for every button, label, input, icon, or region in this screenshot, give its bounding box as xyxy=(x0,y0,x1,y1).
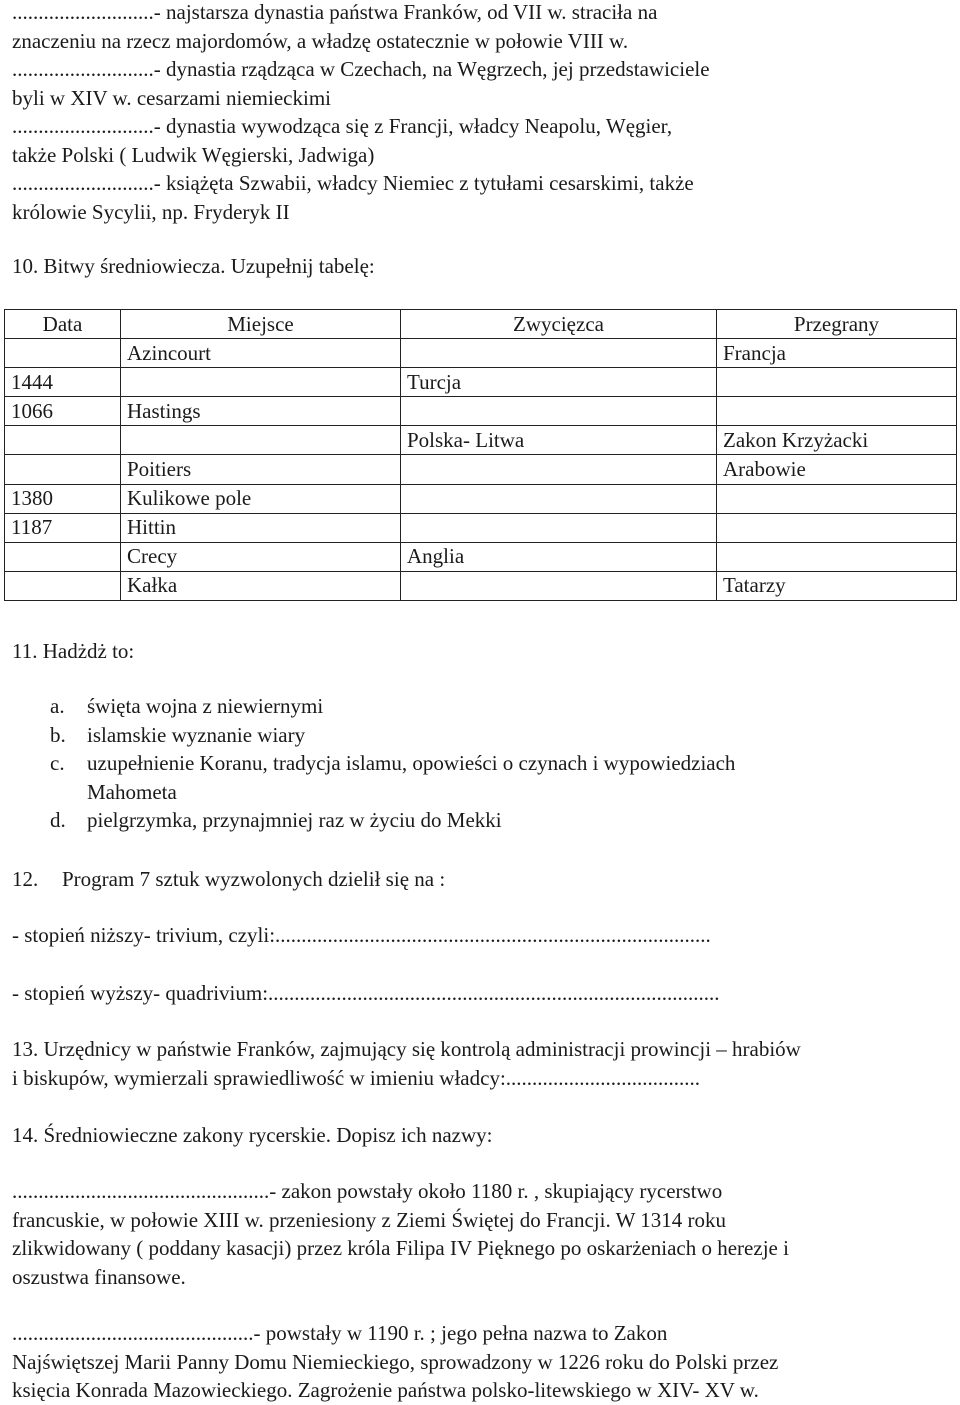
cell-loser[interactable]: Zakon Krzyżacki xyxy=(717,426,957,455)
cell-loser[interactable] xyxy=(717,397,957,426)
question-11-options xyxy=(12,692,956,835)
cell-winner[interactable]: Anglia xyxy=(401,542,717,571)
question-11-title: 11. Hadżdż to: xyxy=(12,639,135,663)
battles-table xyxy=(4,309,957,601)
table-row xyxy=(5,571,957,600)
text-line[interactable]: ..............................................- powstały w 1190 r. ; jego pełna nazwa to Zakon xyxy=(12,1321,668,1345)
cell-loser[interactable]: Tatarzy xyxy=(717,571,957,600)
answer-option-b[interactable] xyxy=(12,721,956,750)
text-line: byli w XIV w. cesarzami niemieckimi xyxy=(12,85,331,110)
header-cell-place: Miejsce xyxy=(121,310,401,339)
cell-place[interactable]: Poitiers xyxy=(121,455,401,484)
cell-winner[interactable]: Turcja xyxy=(401,368,717,397)
cell-loser[interactable] xyxy=(717,542,957,571)
cell-loser[interactable] xyxy=(717,513,957,542)
text-line: francuskie, w połowie XIII w. przeniesiony z Ziemi Świętej do Francji. W 1314 roku xyxy=(12,1207,727,1232)
cell-loser[interactable] xyxy=(717,484,957,513)
text-line: księcia Konrada Mazowieckiego. Zagrożenie państwa polsko-litewskiego w XIV- XV w. xyxy=(12,1378,759,1402)
teutonic-order-description xyxy=(12,1319,956,1405)
question-12-text: Program 7 sztuk wyzwolonych dzielił się na : xyxy=(62,867,446,891)
text-line[interactable]: .................................................- zakon powstały około 1180 r. , skupiający rycerstwo xyxy=(12,1179,723,1203)
text-line: także Polski ( Ludwik Węgierski, Jadwiga) xyxy=(12,142,375,167)
option-text: islamskie wyznanie wiary xyxy=(87,722,306,747)
quadrivium-answer-line[interactable]: - stopień wyższy- quadrivium:...................................................................................... xyxy=(12,981,720,1005)
table-row xyxy=(5,426,957,455)
dynasties-section xyxy=(12,0,956,226)
table-row xyxy=(5,513,957,542)
question-10-title: 10. Bitwy średniowiecza. Uzupełnij tabelę: xyxy=(12,254,375,278)
cell-place[interactable]: Hittin xyxy=(121,513,401,542)
text-line: znaczeniu na rzecz majordomów, a władzę ostatecznie w połowie VIII w. xyxy=(12,28,629,53)
text-line: zlikwidowany ( poddany kasacji) przez króla Filipa IV Pięknego po oskarżeniach o herezje i xyxy=(12,1236,789,1260)
cell-date[interactable]: 1066 xyxy=(5,397,121,426)
option-text: Mahometa xyxy=(87,779,177,804)
question-12 xyxy=(12,865,445,894)
cell-date[interactable] xyxy=(5,571,121,600)
cell-place[interactable] xyxy=(121,426,401,455)
answer-option-a[interactable] xyxy=(12,692,956,721)
header-cell-winner: Zwycięzca xyxy=(401,310,717,339)
option-text: pielgrzymka, przynajmniej raz w życiu do Mekki xyxy=(87,808,502,832)
cell-loser[interactable] xyxy=(717,368,957,397)
answer-option-c[interactable] xyxy=(12,749,956,806)
option-letter: b. xyxy=(50,722,66,747)
cell-place[interactable]: Hastings xyxy=(121,397,401,426)
cell-loser[interactable]: Arabowie xyxy=(717,455,957,484)
text-line: oszustwa finansowe. xyxy=(12,1264,186,1289)
table-row xyxy=(5,339,957,368)
cell-date[interactable] xyxy=(5,455,121,484)
cell-winner[interactable] xyxy=(401,397,717,426)
option-letter: a. xyxy=(50,694,65,718)
cell-place[interactable]: Crecy xyxy=(121,542,401,571)
cell-date[interactable]: 1187 xyxy=(5,513,121,542)
cell-date[interactable]: 1444 xyxy=(5,368,121,397)
cell-place[interactable]: Kałka xyxy=(121,571,401,600)
cell-place[interactable] xyxy=(121,368,401,397)
text-line: ...........................- najstarsza dynastia państwa Franków, od VII w. straciła na xyxy=(12,0,658,24)
cell-winner[interactable] xyxy=(401,484,717,513)
option-letter: d. xyxy=(50,808,66,832)
text-line: Najświętszej Marii Panny Domu Niemieckiego, sprowadzony w 1226 roku do Polski przez xyxy=(12,1349,779,1374)
option-text: święta wojna z niewiernymi xyxy=(87,694,324,718)
cell-date[interactable] xyxy=(5,339,121,368)
text-line[interactable]: i biskupów, wymierzali sprawiedliwość w imieniu władcy:..................................... xyxy=(12,1065,701,1090)
cell-date[interactable] xyxy=(5,542,121,571)
templar-order-description xyxy=(12,1177,956,1291)
cell-place[interactable]: Kulikowe pole xyxy=(121,484,401,513)
cell-winner[interactable]: Polska- Litwa xyxy=(401,426,717,455)
cell-place[interactable]: Azincourt xyxy=(121,339,401,368)
question-number: 12. xyxy=(12,867,39,891)
table-row xyxy=(5,455,957,484)
text-line: ...........................- książęta Szwabii, władcy Niemiec z tytułami cesarskimi, także xyxy=(12,171,694,195)
text-line: królowie Sycylii, np. Fryderyk II xyxy=(12,199,290,224)
option-letter: c. xyxy=(50,751,65,775)
option-text: uzupełnienie Koranu, tradycja islamu, opowieści o czynach i wypowiedziach xyxy=(87,751,736,775)
table-row xyxy=(5,484,957,513)
text-line: ...........................- dynastia rządząca w Czechach, na Węgrzech, jej przedstawiciele xyxy=(12,57,710,81)
cell-date[interactable]: 1380 xyxy=(5,484,121,513)
question-13 xyxy=(12,1035,956,1092)
cell-winner[interactable] xyxy=(401,455,717,484)
header-cell-date: Data xyxy=(5,310,121,339)
table-row xyxy=(5,542,957,571)
cell-loser[interactable]: Francja xyxy=(717,339,957,368)
question-14-title: 14. Średniowieczne zakony rycerskie. Dopisz ich nazwy: xyxy=(12,1123,493,1147)
cell-date[interactable] xyxy=(5,426,121,455)
table-header-row xyxy=(5,310,957,339)
cell-winner[interactable] xyxy=(401,513,717,542)
answer-option-d[interactable] xyxy=(12,806,956,835)
header-cell-loser: Przegrany xyxy=(717,310,957,339)
table-row xyxy=(5,397,957,426)
text-line: ...........................- dynastia wywodząca się z Francji, władcy Neapolu, Węgier, xyxy=(12,114,673,138)
cell-winner[interactable] xyxy=(401,571,717,600)
cell-winner[interactable] xyxy=(401,339,717,368)
trivium-answer-line[interactable]: - stopień niższy- trivium, czyli:................................................................................... xyxy=(12,923,711,947)
text-line: 13. Urzędnicy w państwie Franków, zajmujący się kontrolą administracji prowincji – hrabiów xyxy=(12,1037,801,1061)
table-row xyxy=(5,368,957,397)
